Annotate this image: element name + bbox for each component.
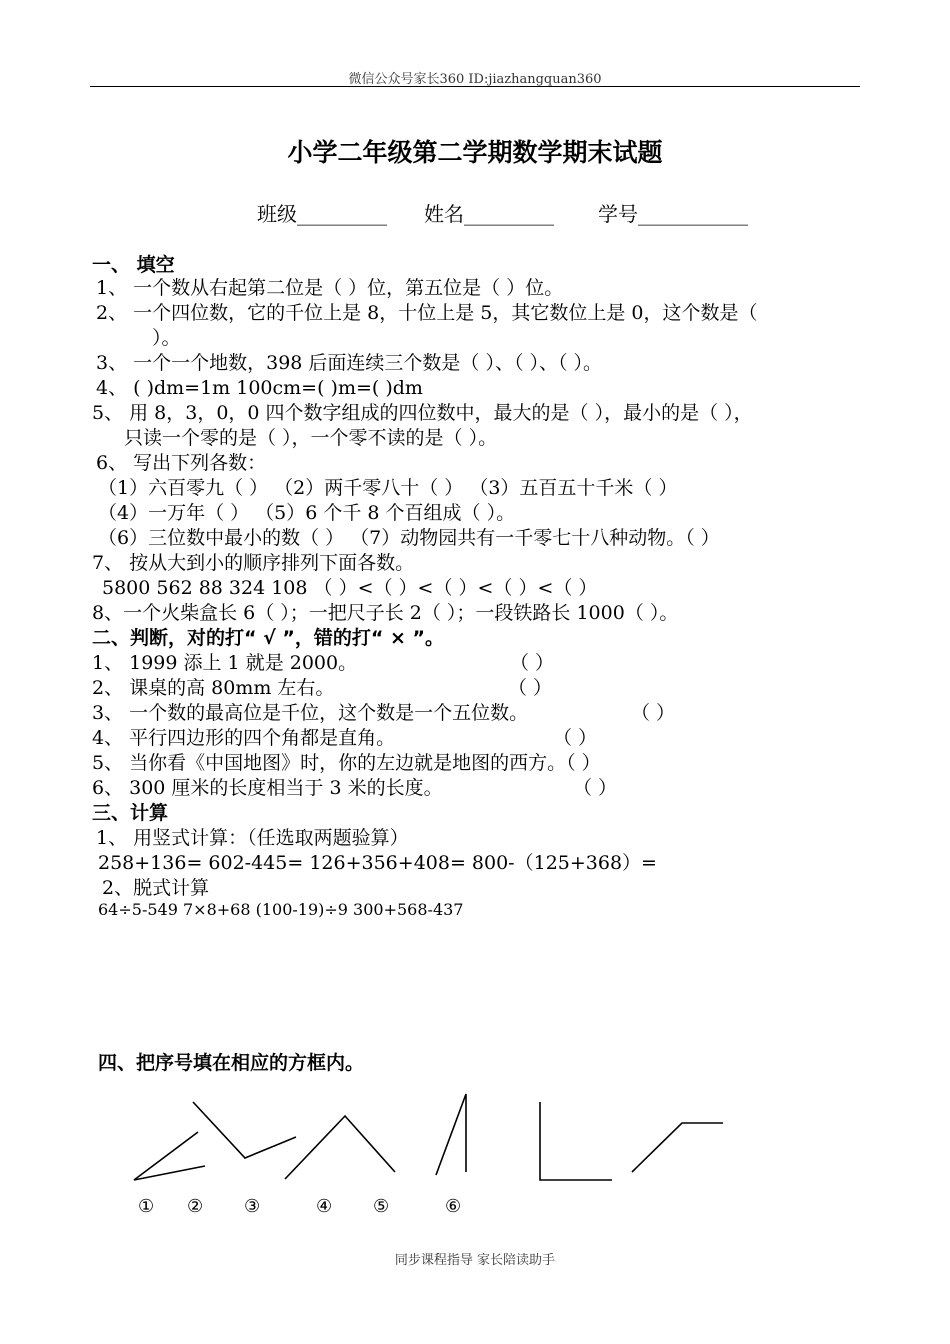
angle-label-4: ④: [316, 1196, 333, 1217]
fill-question-5-cont: 只读一个零的是（ ），一个零不读的是（ ）。: [124, 427, 498, 449]
fill-question-1: 1、 一个数从右起第二位是（ ）位，第五位是（ ）位。: [96, 277, 564, 299]
student-id-field[interactable]: 学号___________: [598, 202, 748, 226]
fill-question-7: 7、 按从大到小的顺序排列下面各数。: [92, 552, 415, 574]
judge-answer-2[interactable]: （ ）: [508, 677, 553, 699]
fill-question-6-row-1: （1）六百零九（ ） （2）两千零八十（ ） （3）五百五十千米（ ）: [98, 477, 678, 499]
fill-question-8: 8、一个火柴盒长 6（ ）；一把尺子长 2（ ）；一段铁路长 1000（ ）。: [92, 602, 679, 624]
judge-question-1: 1、 1999 添上 1 就是 2000。: [92, 652, 358, 674]
fill-question-4: 4、 ( )dm=1m 100cm=( )m=( )dm: [96, 377, 423, 399]
calc-question-1-items: 258+136= 602-445= 126+356+408= 800-（125+368）=: [98, 852, 657, 874]
page-header: 微信公众号家长360 ID:jiazhangquan360: [348, 72, 602, 87]
fill-question-6: 6、 写出下列各数：: [96, 452, 267, 474]
section-calc-heading: 三、计算: [92, 802, 169, 824]
fill-question-6-row-3: （6）三位数中最小的数（ ） （7）动物园共有一千零七十八种动物。（ ）: [98, 527, 720, 549]
calc-question-2: 2、脱式计算: [102, 877, 210, 899]
judge-question-4: 4、 平行四边形的四个角都是直角。: [92, 727, 396, 749]
angle-label-2: ②: [187, 1196, 204, 1217]
fill-question-2: 2、 一个四位数，它的千位上是 8，十位上是 5，其它数位上是 0，这个数是（: [96, 302, 758, 324]
angle-figure-3: [285, 1116, 395, 1179]
fill-question-7-numbers: 5800 562 88 324 108 （ ）<（ ）<（ ）<（ ）<（ ）: [102, 577, 598, 599]
angle-figure-6: [632, 1123, 723, 1172]
judge-question-3: 3、 一个数的最高位是千位，这个数是一个五位数。: [92, 702, 529, 724]
fill-question-2-cont: ）。: [152, 327, 181, 349]
judge-question-5: 5、 当你看《中国地图》时，你的左边就是地图的西方。（ ）: [92, 752, 601, 774]
judge-question-6: 6、 300 厘米的长度相当于 3 米的长度。: [92, 777, 443, 799]
angle-label-6: ⑥: [445, 1196, 462, 1217]
fill-question-3: 3、 一个一个地数，398 后面连续三个数是（ ）、（ ）、（ ）。: [96, 352, 603, 374]
calc-question-2-items: 64÷5-549 7×8+68 (100-19)÷9 300+568-437: [98, 900, 464, 919]
judge-answer-3[interactable]: （ ）: [631, 702, 676, 724]
section-angles-heading: 四、把序号填在相应的方框内。: [98, 1052, 365, 1074]
header-rule: [90, 86, 860, 87]
section-fill-heading: 一、 填空: [92, 254, 175, 276]
page-footer: 同步课程指导 家长陪读助手: [394, 1253, 556, 1268]
angle-figures: [0, 1080, 950, 1200]
fill-question-6-row-2: （4）一万年（ ） （5）6 个千 8 个百组成（ ）。: [98, 502, 516, 524]
fill-question-5: 5、 用 8，3，0，0 四个数字组成的四位数中，最大的是（ ），最小的是（ ），: [92, 402, 753, 424]
name-field[interactable]: 姓名_________: [424, 202, 554, 226]
judge-answer-6[interactable]: （ ）: [573, 777, 618, 799]
angle-figure-5: [540, 1102, 612, 1180]
judge-answer-1[interactable]: （ ）: [510, 652, 555, 674]
judge-question-2: 2、 课桌的高 80mm 左右。: [92, 677, 335, 699]
class-field[interactable]: 班级_________: [257, 202, 387, 226]
angle-figure-2: [193, 1102, 296, 1158]
angle-label-3: ③: [244, 1196, 261, 1217]
angle-label-5: ⑤: [373, 1196, 390, 1217]
calc-question-1: 1、 用竖式计算：（任选取两题验算）: [96, 827, 409, 849]
angle-figure-4: [436, 1094, 466, 1175]
angle-label-1: ①: [138, 1196, 155, 1217]
section-judge-heading: 二、判断，对的打“ √ ”，错的打“ × ”。: [92, 627, 445, 649]
angle-figure-1: [134, 1132, 205, 1180]
page-title: 小学二年级第二学期数学期末试题: [287, 138, 663, 167]
judge-answer-4[interactable]: （ ）: [553, 727, 598, 749]
